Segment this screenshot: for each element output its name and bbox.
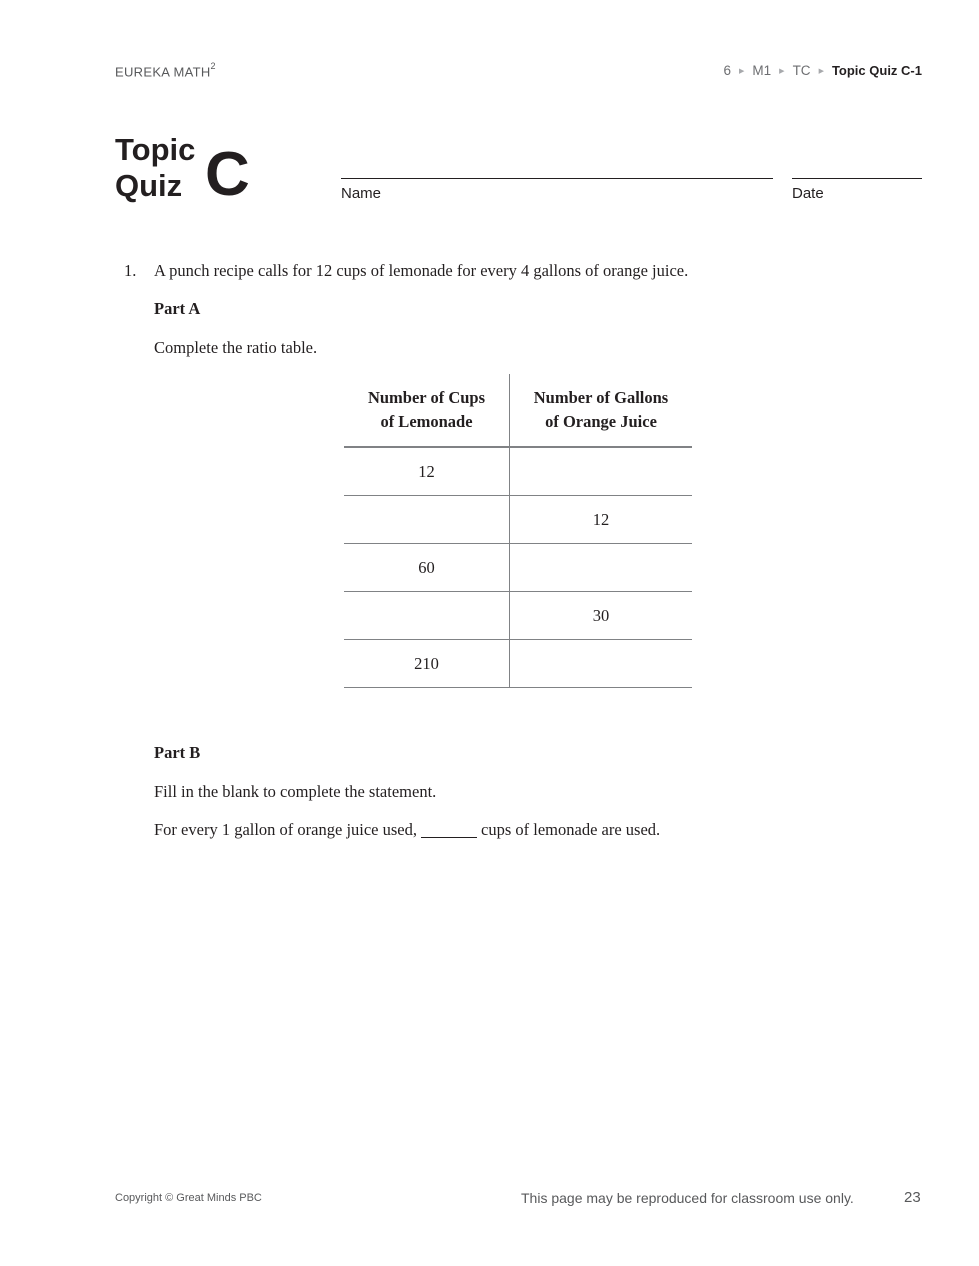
breadcrumb-topic: TC <box>792 63 811 78</box>
title-line-quiz: Quiz <box>115 168 183 203</box>
title-line-topic: Topic <box>115 132 196 167</box>
breadcrumb-module: M1 <box>752 63 772 78</box>
breadcrumb-arrow-icon: ▶ <box>739 67 745 75</box>
breadcrumb <box>724 63 923 78</box>
table-row <box>344 640 692 688</box>
table-cell-gallons-blank[interactable] <box>510 640 693 688</box>
table-cell-cups: 210 <box>344 640 510 688</box>
statement-after: cups of lemonade are used. <box>481 820 661 839</box>
page-number: 23 <box>904 1189 921 1206</box>
header-cups-lemonade: Number of Cups of Lemonade <box>344 374 510 447</box>
brand-label <box>115 63 216 79</box>
name-label: Name <box>341 185 382 202</box>
copyright-text: Copyright © Great Minds PBC <box>115 1192 262 1204</box>
table-cell-gallons-blank[interactable] <box>510 544 693 592</box>
statement-before: For every 1 gallon of orange juice used, <box>154 820 418 839</box>
breadcrumb-current: Topic Quiz C-1 <box>831 63 922 78</box>
table-row <box>344 544 692 592</box>
table-cell-cups: 12 <box>344 447 510 496</box>
title-topic-letter: C <box>205 140 250 209</box>
part-a-instruction: Complete the ratio table. <box>154 338 318 357</box>
question-prompt: A punch recipe calls for 12 cups of lemonade for every 4 gallons of orange juice. <box>154 261 689 280</box>
reproduction-notice: This page may be reproduced for classroom use only. <box>521 1190 854 1206</box>
brand-name: EUREKA MATH <box>115 64 211 80</box>
brand-superscript: 2 <box>210 61 216 71</box>
name-field[interactable] <box>341 178 773 179</box>
table-cell-gallons: 30 <box>510 592 693 640</box>
table-cell-gallons-blank[interactable] <box>510 447 693 496</box>
ratio-table <box>344 374 692 688</box>
table-cell-cups: 60 <box>344 544 510 592</box>
table-cell-gallons: 12 <box>510 496 693 544</box>
table-row <box>344 592 692 640</box>
date-label: Date <box>792 185 824 202</box>
date-field[interactable] <box>792 178 922 179</box>
table-cell-cups-blank[interactable] <box>344 496 510 544</box>
table-row <box>344 447 692 496</box>
part-a-label: Part A <box>154 299 201 318</box>
table-cell-cups-blank[interactable] <box>344 592 510 640</box>
breadcrumb-arrow-icon: ▶ <box>818 67 824 75</box>
breadcrumb-grade: 6 <box>723 63 732 78</box>
question-number: 1. <box>124 261 137 280</box>
part-b-statement <box>154 820 660 840</box>
breadcrumb-arrow-icon: ▶ <box>779 67 785 75</box>
header-gallons-orange-juice: Number of Gallons of Orange Juice <box>510 374 693 447</box>
table-header-row <box>344 374 692 447</box>
answer-blank[interactable] <box>421 837 477 838</box>
table-row <box>344 496 692 544</box>
part-b-instruction: Fill in the blank to complete the statement. <box>154 782 437 801</box>
page-title <box>115 132 195 204</box>
part-b-label: Part B <box>154 743 201 762</box>
